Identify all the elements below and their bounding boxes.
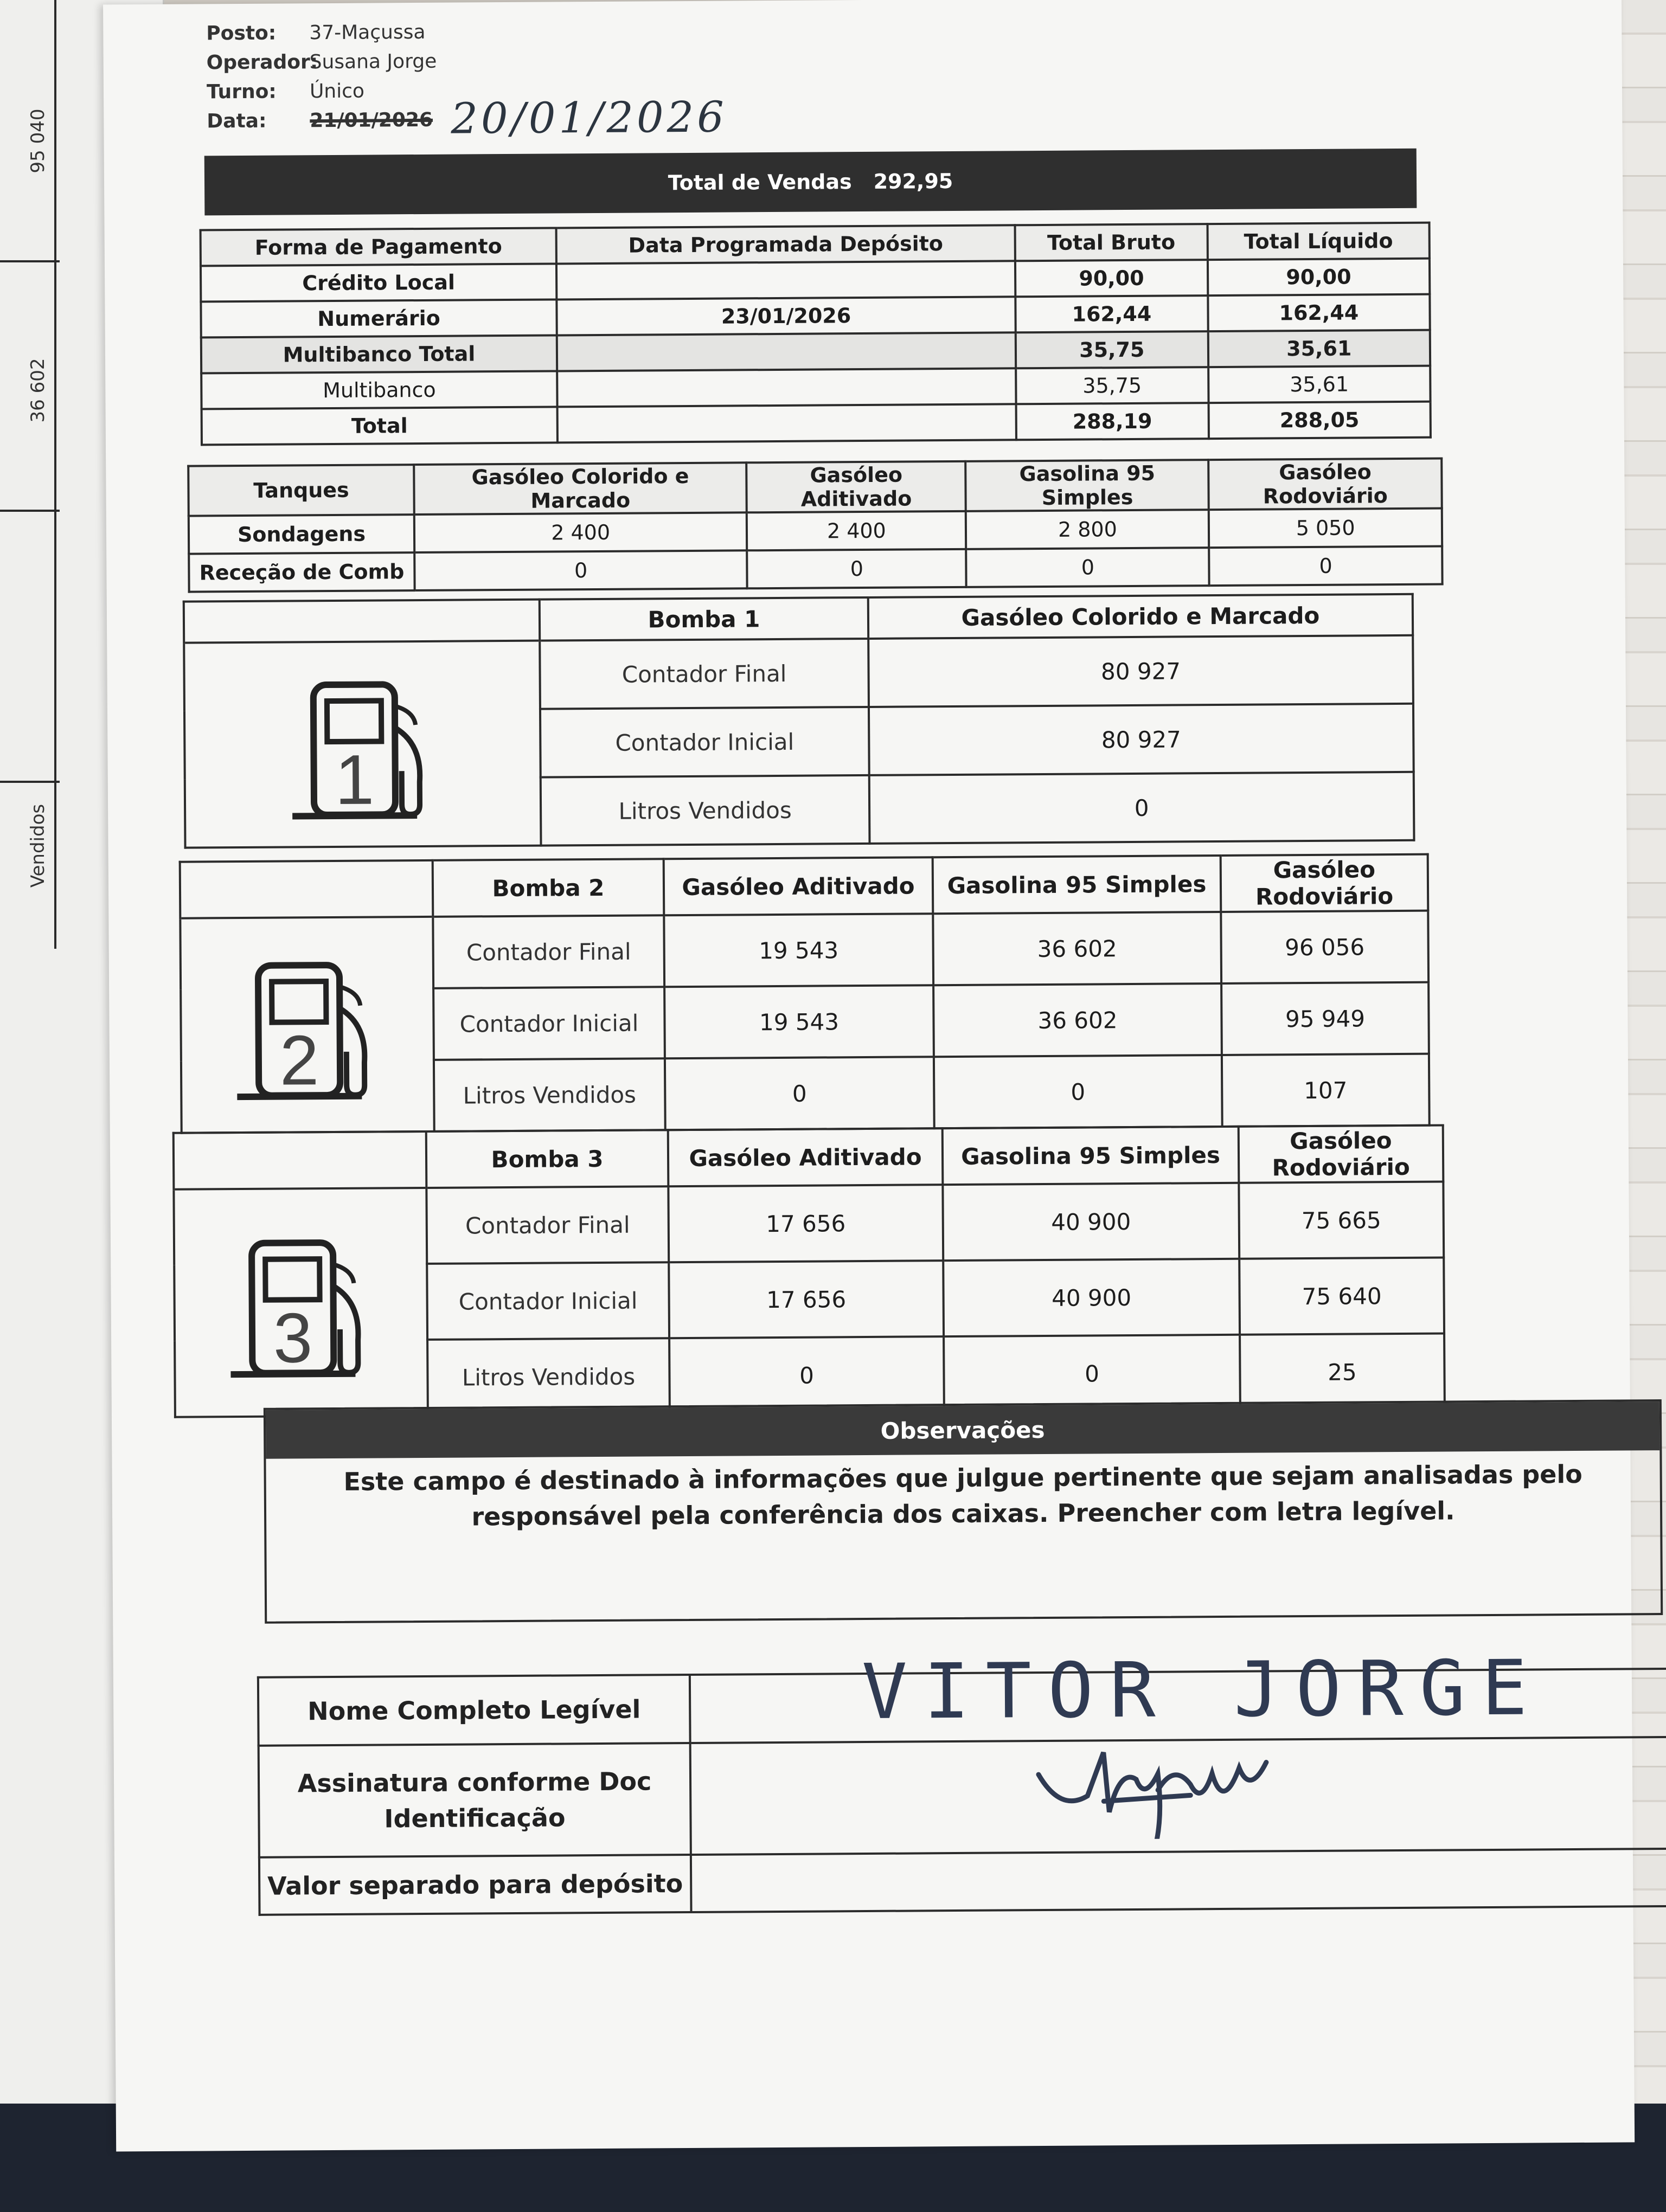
pump-3-icon xyxy=(219,1220,383,1384)
payments-table xyxy=(200,222,1432,446)
fuel-pump-icon xyxy=(174,1188,428,1417)
pump-2-icon xyxy=(226,943,389,1107)
col-forma: Forma de Pagamento xyxy=(201,228,556,266)
side-label-2: 36 602 xyxy=(27,358,49,423)
nome-label: Nome Completo Legível xyxy=(258,1675,690,1746)
table-row: Total 288,19 288,05 xyxy=(202,402,1431,445)
handwritten-date: 20/01/2026 xyxy=(451,93,728,144)
bomba-3-table: Bomba 3 Gasóleo Aditivado Gasolina 95 Simples Gasóleo Rodoviário 3 Contador Final 17 656 40 900 75 665 Contador Inicial 17 656 40 900 75 640 Litros Vendidos 0 0 25 xyxy=(172,1124,1446,1418)
side-label-1: 95 040 xyxy=(27,108,49,173)
col-gasoleo-rodoviario: Gasóleo Rodoviário xyxy=(1209,458,1442,510)
tanques-table xyxy=(187,457,1443,593)
svg-text:1: 1 xyxy=(335,740,375,819)
table-row: Receção de Comb 0 0 0 0 xyxy=(189,546,1442,591)
svg-text:2: 2 xyxy=(279,1020,319,1100)
handwritten-name: VITOR JORGE xyxy=(861,1644,1544,1737)
turno-value: Único xyxy=(309,80,365,103)
bomba-1-fuel: Gasóleo Colorido e Marcado xyxy=(868,594,1413,639)
bomba-1-title: Bomba 1 xyxy=(540,597,868,641)
valor-label: Valor separado para depósito xyxy=(259,1855,691,1915)
posto-value: 37-Maçussa xyxy=(309,21,426,44)
total-vendas-banner xyxy=(204,149,1417,216)
observacoes-box xyxy=(264,1399,1663,1624)
col-gasoleo-aditivado: Gasóleo Aditivado xyxy=(747,461,966,512)
signature-scribble xyxy=(1028,1729,1289,1840)
header-block xyxy=(206,18,437,137)
fuel-pump-icon xyxy=(180,917,434,1133)
data-label: Data: xyxy=(207,110,267,133)
bomba-2-title: Bomba 2 xyxy=(433,859,664,917)
table-row: Numerário 23/01/2026 162,44 162,44 xyxy=(201,294,1430,338)
col-gasoleo-colorido: Gasóleo Colorido e Marcado xyxy=(414,462,747,515)
table-row: Multibanco Total 35,75 35,61 xyxy=(201,330,1430,374)
col-gasolina-95: Gasolina 95 Simples xyxy=(966,460,1209,511)
valor-field xyxy=(691,1849,1666,1912)
observacoes-title: Observações xyxy=(266,1401,1660,1459)
observacoes-text: Este campo é destinado à informações que julgue pertinente que sejam analisadas pelo responsável pela conferência dos caixas. Preencher com letra legível. xyxy=(343,1459,1582,1532)
table-row: Crédito Local 90,00 90,00 xyxy=(201,259,1430,302)
total-vendas-label: Total de Vendas xyxy=(668,170,852,195)
table-row: Multibanco 35,75 35,61 xyxy=(201,366,1430,409)
turno-label: Turno: xyxy=(206,80,277,104)
col-total-liquido: Total Líquido xyxy=(1207,223,1430,260)
assinatura-field xyxy=(690,1737,1666,1855)
document-page xyxy=(103,0,1635,2151)
fuel-pump-icon xyxy=(184,641,541,848)
pump-1-icon xyxy=(280,663,444,826)
side-label-3: Vendidos xyxy=(27,803,49,888)
posto-label: Posto: xyxy=(206,22,277,45)
data-printed-value: 21/01/2026 xyxy=(310,108,433,132)
operador-value: Susana Jorge xyxy=(309,50,437,74)
col-total-bruto: Total Bruto xyxy=(1015,224,1208,261)
bomba-1-table: Bomba 1 Gasóleo Colorido e Marcado 1 Contador Final 80 927 Contador Inicial 80 927 Litros Vendidos 0 xyxy=(183,593,1415,849)
total-vendas-value: 292,95 xyxy=(873,169,953,194)
operador-label: Operador: xyxy=(206,51,318,74)
bomba-3-title: Bomba 3 xyxy=(426,1130,669,1188)
col-tanques: Tanques xyxy=(188,465,414,516)
table-row: Sondagens 2 400 2 400 2 800 5 050 xyxy=(189,508,1442,554)
bomba-2-table: Bomba 2 Gasóleo Aditivado Gasolina 95 Simples Gasóleo Rodoviário 2 Contador Final 19 543 36 602 96 056 Contador Inicial 19 543 36 602 95 949 Litros Vendidos 0 0 107 xyxy=(179,853,1431,1134)
col-data-deposito: Data Programada Depósito xyxy=(556,225,1015,263)
svg-text:3: 3 xyxy=(273,1298,313,1378)
assinatura-label: Assinatura conforme Doc Identificação xyxy=(259,1743,691,1857)
